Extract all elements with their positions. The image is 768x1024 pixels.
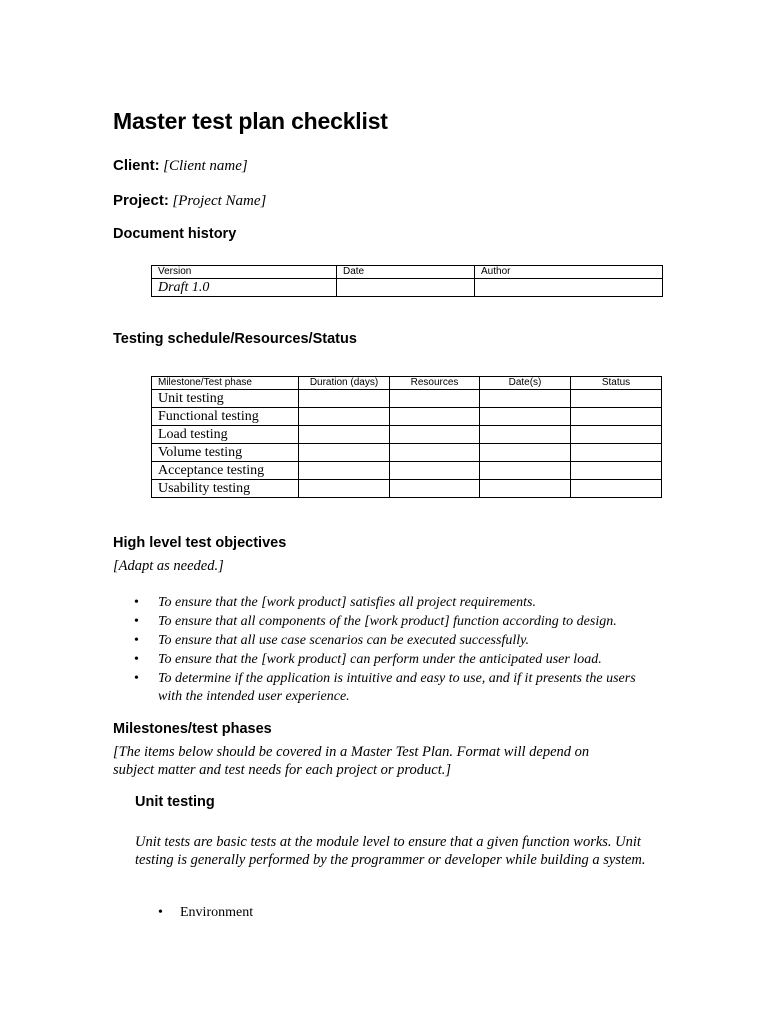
resources-cell	[390, 390, 480, 408]
status-cell	[571, 462, 662, 480]
duration-cell	[299, 462, 390, 480]
dates-cell	[480, 390, 571, 408]
project-label: Project:	[113, 192, 169, 209]
page-title: Master test plan checklist	[113, 108, 388, 134]
project-field	[113, 192, 266, 210]
dates-cell	[480, 408, 571, 426]
column-header: Date	[337, 266, 475, 279]
schedule-heading: Testing schedule/Resources/Status	[113, 331, 357, 347]
column-header: Milestone/Test phase	[152, 377, 299, 390]
bullet-icon: •	[134, 614, 139, 629]
table-row	[152, 426, 662, 444]
unit-testing-item: Environment	[180, 905, 254, 920]
list-item	[134, 632, 674, 650]
status-cell	[571, 480, 662, 498]
resources-cell	[390, 444, 480, 462]
date-cell	[337, 279, 475, 297]
table-row	[152, 390, 662, 408]
dates-cell	[480, 462, 571, 480]
table-header-row	[152, 377, 662, 390]
author-cell	[475, 279, 663, 297]
milestones-heading: Milestones/test phases	[113, 721, 272, 737]
phase-cell: Unit testing	[152, 390, 299, 408]
unit-testing-list	[158, 904, 558, 922]
resources-cell	[390, 408, 480, 426]
table-row	[152, 462, 662, 480]
objective-text: To ensure that the [work product] can perform under the anticipated user load.	[158, 652, 602, 667]
column-header: Resources	[390, 377, 480, 390]
dates-cell	[480, 444, 571, 462]
status-cell	[571, 390, 662, 408]
resources-cell	[390, 462, 480, 480]
schedule-table	[151, 376, 662, 498]
table-header-row	[152, 266, 663, 279]
duration-cell	[299, 426, 390, 444]
column-header: Status	[571, 377, 662, 390]
resources-cell	[390, 480, 480, 498]
duration-cell	[299, 408, 390, 426]
bullet-icon: •	[134, 671, 139, 686]
column-header: Date(s)	[480, 377, 571, 390]
phase-cell: Acceptance testing	[152, 462, 299, 480]
bullet-icon: •	[134, 595, 139, 610]
column-header: Version	[152, 266, 337, 279]
dates-cell	[480, 480, 571, 498]
bullet-icon: •	[134, 652, 139, 667]
objectives-list	[134, 594, 674, 707]
duration-cell	[299, 390, 390, 408]
dates-cell	[480, 426, 571, 444]
phase-cell: Usability testing	[152, 480, 299, 498]
objective-text: To ensure that the [work product] satisfies all project requirements.	[158, 595, 536, 610]
table-row	[152, 444, 662, 462]
list-item	[134, 651, 674, 669]
status-cell	[571, 426, 662, 444]
column-header: Duration (days)	[299, 377, 390, 390]
status-cell	[571, 444, 662, 462]
list-item	[134, 670, 638, 706]
bullet-icon: •	[134, 633, 139, 648]
milestones-note: [The items below should be covered in a Master Test Plan. Format will depend on subject matter and test needs for each project or product.]	[113, 744, 590, 778]
objectives-note: [Adapt as needed.]	[113, 558, 224, 574]
table-row	[152, 480, 662, 498]
duration-cell	[299, 444, 390, 462]
duration-cell	[299, 480, 390, 498]
list-item	[158, 904, 558, 922]
unit-testing-description: Unit tests are basic tests at the module level to ensure that a given function works. Unit testing is generally performed by the programmer or developer while building a system.	[135, 834, 646, 868]
phase-cell: Volume testing	[152, 444, 299, 462]
project-value: [Project Name]	[172, 193, 267, 209]
resources-cell	[390, 426, 480, 444]
table-row	[152, 279, 663, 297]
objective-text: To ensure that all use case scenarios can be executed successfully.	[158, 633, 530, 648]
objective-text: To ensure that all components of the [work product] function according to design.	[158, 614, 617, 629]
client-field	[113, 157, 248, 175]
status-cell	[571, 408, 662, 426]
client-value: [Client name]	[163, 158, 248, 174]
document-history-heading: Document history	[113, 226, 237, 242]
bullet-icon: •	[158, 905, 163, 920]
table-row	[152, 408, 662, 426]
objective-text: To determine if the application is intuitive and easy to use, and if it presents the users with the intended user experience.	[158, 671, 636, 704]
list-item	[134, 613, 674, 631]
document-history-table	[151, 265, 663, 297]
unit-testing-heading: Unit testing	[135, 794, 215, 810]
objectives-heading: High level test objectives	[113, 535, 287, 551]
phase-cell: Load testing	[152, 426, 299, 444]
phase-cell: Functional testing	[152, 408, 299, 426]
list-item	[134, 594, 674, 612]
version-cell: Draft 1.0	[152, 279, 337, 297]
client-label: Client:	[113, 157, 160, 174]
column-header: Author	[475, 266, 663, 279]
